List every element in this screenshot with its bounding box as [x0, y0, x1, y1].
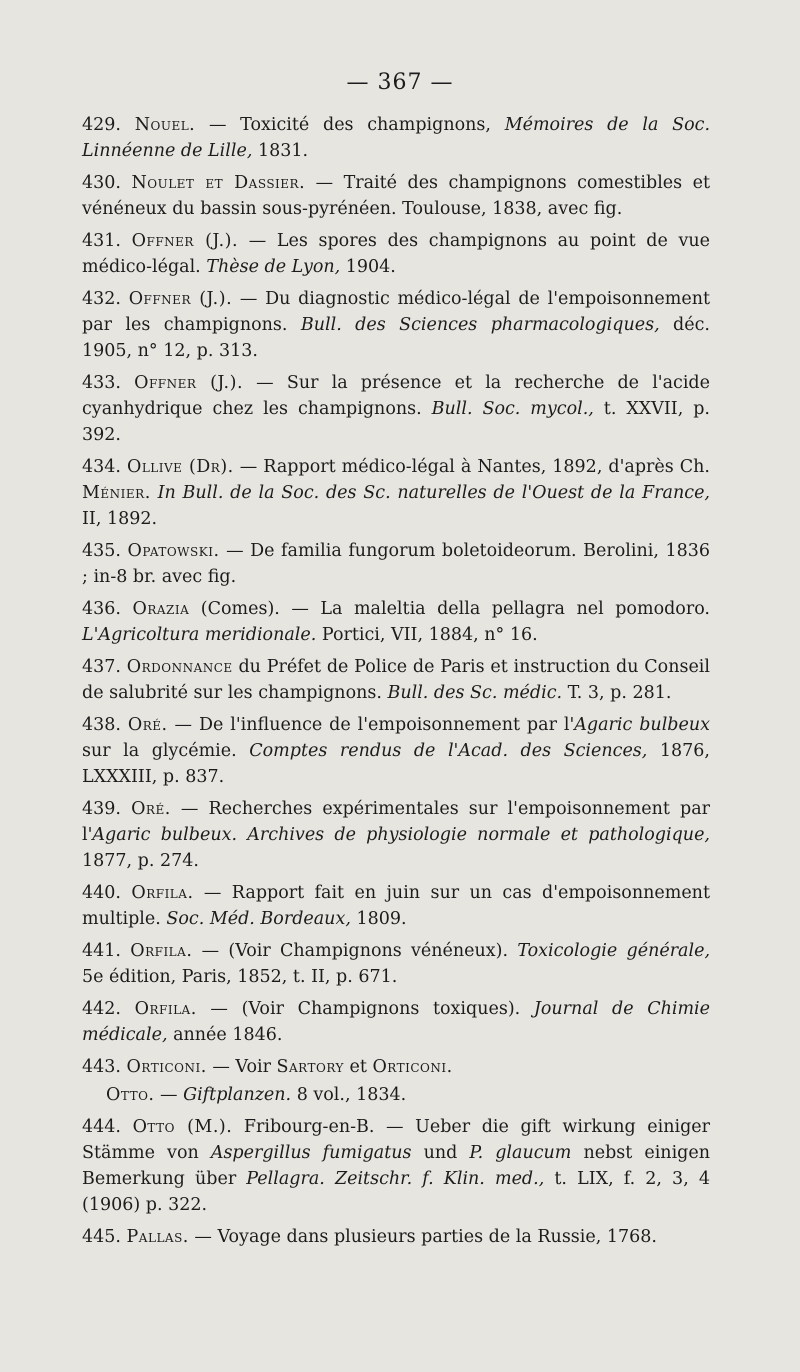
entry-text: — De l'influence de l'empoisonnement par l'	[167, 715, 575, 735]
entry-number: 445.	[82, 1227, 127, 1247]
entry-number: 434.	[82, 457, 127, 477]
bibliography-entry	[82, 370, 710, 448]
bibliography-entry	[82, 170, 710, 222]
entry-title-italic: Bull. Soc. mycol.,	[431, 399, 594, 419]
entry-author: Opatowski.	[127, 541, 220, 561]
entry-text: 8 vol., 1834.	[291, 1085, 407, 1105]
entry-author: Orazia	[132, 599, 190, 619]
entry-title-italic: Thèse de Lyon,	[206, 257, 341, 277]
bibliography-entry	[82, 796, 710, 874]
entry-number: 432.	[82, 289, 129, 309]
entry-author: Oré.	[127, 715, 168, 735]
entry-number: 435.	[82, 541, 128, 561]
entry-title-italic: Pellagra. Zeitschr. f. Klin. med.,	[246, 1169, 545, 1189]
entry-title-italic: Soc. Méd. Bordeaux,	[166, 909, 351, 929]
bibliography-entry	[82, 712, 710, 790]
entry-author: Noulet et Dassier.	[131, 173, 306, 193]
entry-text: T. 3, p. 281.	[562, 683, 672, 703]
entry-text: 1904.	[340, 257, 396, 277]
entry-author: Pallas.	[126, 1227, 189, 1247]
entry-text: —	[154, 1085, 184, 1105]
entry-author: Orticoni.	[126, 1057, 207, 1077]
entry-text: sur la glycémie.	[82, 741, 250, 761]
entry-text: — Toxicité des champignons,	[195, 115, 505, 135]
entry-text: t. XXVII, p. 392.	[82, 399, 710, 445]
entry-number: 442.	[82, 999, 135, 1019]
entry-author: Offner (J.).	[134, 373, 244, 393]
entry-text: du Préfet de Police de Paris et instruction du Conseil de salubrité sur les champignons.	[82, 657, 710, 703]
bibliography-entry	[82, 596, 710, 648]
bibliography-entry	[82, 880, 710, 932]
entry-number: 443.	[82, 1057, 127, 1077]
entry-number: 439.	[82, 799, 132, 819]
entry-text: und	[411, 1143, 470, 1163]
entry-text: II, 1892.	[82, 509, 158, 529]
entry-text: — Les spores des champignons au point de vue médico-légal.	[82, 231, 711, 277]
entry-text: — Du diagnostic médico-légal de l'empoisonnement par les champignons.	[82, 289, 710, 335]
bibliography-entry	[82, 1224, 710, 1250]
entry-text: — (Voir Champignons vénéneux).	[192, 941, 518, 961]
entry-title-italic: Comptes rendus de l'Acad. des Sciences,	[249, 741, 648, 761]
entry-text: 1809.	[350, 909, 407, 929]
entry-author: Offner (J.).	[128, 289, 233, 309]
entry-title-italic: Journal de Chimie médicale,	[82, 999, 711, 1045]
entry-number: 437.	[82, 657, 127, 677]
entry-title-italic: Bull. des Sc. médic.	[387, 683, 563, 703]
entry-text: t. LIX, f. 2, 3, 4 (1906) p. 322.	[82, 1169, 710, 1215]
entry-text: — Voir	[206, 1057, 277, 1077]
entry-title-italic: Toxicologie générale,	[517, 941, 711, 961]
entry-title-italic: Bull. des Sciences pharmacologiques,	[300, 315, 660, 335]
entry-text: Fribourg-en-B. — Ueber die gift wirkung einiger Stämme von	[82, 1117, 711, 1163]
bibliography-entry	[82, 1114, 710, 1218]
entry-title-italic: In Bull. de la Soc. des Sc. naturelles de l'Ouest de la France,	[157, 483, 710, 503]
entry-text: — (Voir Champignons toxiques).	[196, 999, 534, 1019]
entry-number: 436.	[82, 599, 133, 619]
entry-text: (Comes). — La maleltia della pellagra nel pomodoro.	[189, 599, 710, 619]
entry-author-ref: Orticoni.	[372, 1057, 453, 1077]
entry-number: 441.	[82, 941, 131, 961]
entry-title-italic: Mémoires de la Soc. Linnéenne de Lille,	[82, 115, 711, 161]
entry-author: Orfila.	[134, 999, 197, 1019]
entry-text: — De familia fungorum boletoideorum. Berolini, 1836 ; in-8 br. avec fig.	[82, 541, 710, 587]
entry-text: année 1846.	[167, 1025, 283, 1045]
entry-author: Offner (J.).	[131, 231, 239, 251]
bibliography-entry	[82, 1082, 710, 1108]
bibliography-entry	[82, 286, 710, 364]
entry-author-ref: Ménier.	[82, 483, 151, 503]
entry-text: — Sur la présence et la recherche de l'acide cyanhydrique chez les champignons.	[82, 373, 710, 419]
bibliography-entry	[82, 938, 710, 990]
entry-author: Otto.	[106, 1085, 155, 1105]
entry-text	[151, 483, 158, 503]
entry-text: — Rapport fait en juin sur un cas d'empoisonnement multiple.	[82, 883, 710, 929]
bibliography-list	[82, 112, 710, 1256]
entry-number: 430.	[82, 173, 132, 193]
entry-number: 440.	[82, 883, 132, 903]
entry-text: 5e édition, Paris, 1852, t. II, p. 671.	[82, 967, 398, 987]
bibliography-entry	[82, 538, 710, 590]
entry-author: Orfila.	[131, 883, 194, 903]
bibliography-entry	[82, 112, 710, 164]
entry-number: 431.	[82, 231, 132, 251]
entry-text: — Rapport médico-légal à Nantes, 1892, d'après Ch.	[233, 457, 710, 477]
entry-text: 1876, LXXXIII, p. 837.	[82, 741, 710, 787]
bibliography-entry	[82, 654, 710, 706]
entry-text: déc. 1905, n° 12, p. 313.	[82, 315, 710, 361]
entry-text: 1877, p. 274.	[82, 851, 199, 871]
entry-number: 429.	[82, 115, 135, 135]
entry-title-italic: Agaric bulbeux. Archives de physiologie normale et pathologique,	[92, 825, 710, 845]
entry-author: Orfila.	[130, 941, 193, 961]
entry-title-italic: Aspergillus fumigatus	[210, 1143, 412, 1163]
entry-author: Ollive (Dr).	[126, 457, 234, 477]
entry-text: Portici, VII, 1884, n° 16.	[316, 625, 538, 645]
entry-title-italic: L'Agricoltura meridionale.	[82, 625, 317, 645]
bibliography-entry	[82, 228, 710, 280]
entry-number: 438.	[82, 715, 128, 735]
entry-author: Nouel.	[134, 115, 196, 135]
entry-author: Oré.	[131, 799, 171, 819]
page-number: — 367 —	[346, 70, 454, 95]
entry-title-italic: Agaric bulbeux	[574, 715, 710, 735]
entry-text: — Voyage dans plusieurs parties de la Russie, 1768.	[188, 1227, 657, 1247]
entry-author: Ordonnance	[126, 657, 233, 677]
entry-text: 1831.	[252, 141, 309, 161]
entry-title-italic: P. glaucum	[469, 1143, 572, 1163]
entry-author-ref: Sartory	[276, 1057, 344, 1077]
bibliography-entry	[82, 996, 710, 1048]
bibliography-entry	[82, 454, 710, 532]
entry-text: nebst einigen Bemerkung über	[82, 1143, 710, 1189]
entry-text: — Traité des champignons comestibles et vénéneux du bassin sous-pyrénéen. Toulouse, 1838, avec fig.	[82, 173, 710, 219]
entry-title-italic: Giftplanzen.	[183, 1085, 292, 1105]
bibliography-entry	[82, 1054, 710, 1080]
entry-number: 444.	[82, 1117, 133, 1137]
entry-author: Otto (M.).	[132, 1117, 233, 1137]
entry-text: — Recherches expérimentales sur l'empoisonnement par l'	[82, 799, 710, 845]
entry-number: 433.	[82, 373, 135, 393]
entry-text: et	[343, 1057, 373, 1077]
